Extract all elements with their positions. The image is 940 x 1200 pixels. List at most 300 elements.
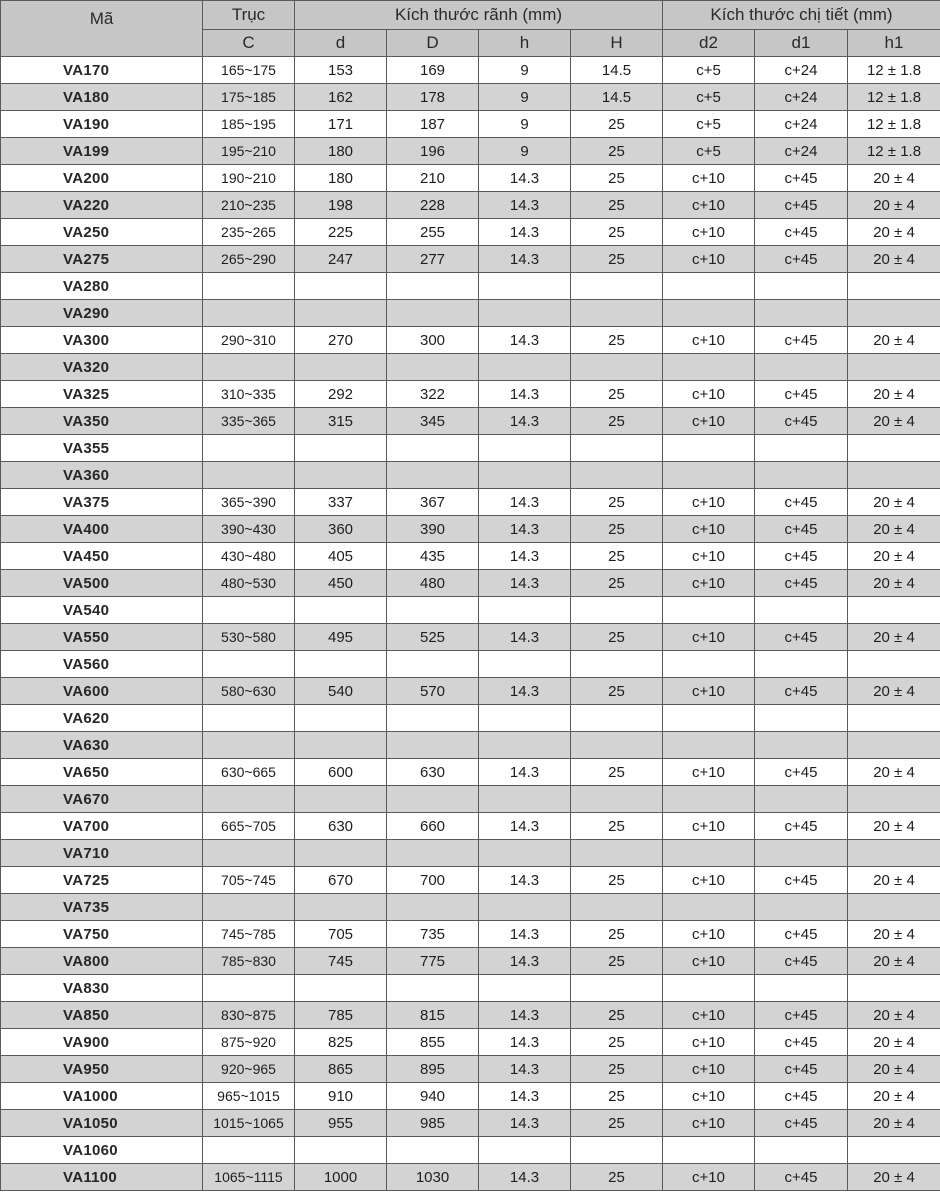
cell-D: 735	[387, 921, 479, 948]
cell-code: VA550	[1, 624, 203, 651]
cell-h1: 20 ± 4	[848, 1029, 940, 1056]
cell-H	[571, 705, 663, 732]
cell-D: 480	[387, 570, 479, 597]
cell-h1: 20 ± 4	[848, 165, 940, 192]
cell-shaft-c	[203, 705, 295, 732]
cell-code: VA950	[1, 1056, 203, 1083]
cell-d: 198	[295, 192, 387, 219]
table-row	[1, 1029, 940, 1056]
cell-d1: c+45	[755, 219, 848, 246]
cell-H	[571, 462, 663, 489]
cell-h1: 20 ± 4	[848, 192, 940, 219]
cell-shaft-c: 965~1015	[203, 1083, 295, 1110]
cell-d2: c+10	[663, 1083, 755, 1110]
cell-shaft-c	[203, 300, 295, 327]
cell-d1	[755, 705, 848, 732]
cell-h1	[848, 786, 940, 813]
cell-d: 670	[295, 867, 387, 894]
table-row	[1, 786, 940, 813]
cell-d	[295, 651, 387, 678]
cell-code: VA800	[1, 948, 203, 975]
cell-d: 180	[295, 138, 387, 165]
cell-D	[387, 1137, 479, 1164]
cell-d: 225	[295, 219, 387, 246]
cell-d2: c+10	[663, 192, 755, 219]
cell-H: 25	[571, 327, 663, 354]
cell-code: VA275	[1, 246, 203, 273]
cell-d	[295, 786, 387, 813]
cell-d	[295, 435, 387, 462]
cell-d	[295, 732, 387, 759]
cell-d2: c+10	[663, 1029, 755, 1056]
cell-h1	[848, 354, 940, 381]
table-row	[1, 408, 940, 435]
cell-d1: c+45	[755, 921, 848, 948]
cell-h	[479, 462, 571, 489]
cell-shaft-c	[203, 462, 295, 489]
cell-h	[479, 786, 571, 813]
cell-D	[387, 435, 479, 462]
cell-code: VA360	[1, 462, 203, 489]
cell-D: 570	[387, 678, 479, 705]
cell-d2: c+10	[663, 678, 755, 705]
header-group-detail: Kích thước chị tiết (mm)	[663, 1, 940, 30]
table-body	[1, 57, 940, 1191]
cell-d: 315	[295, 408, 387, 435]
cell-d1	[755, 840, 848, 867]
cell-shaft-c: 390~430	[203, 516, 295, 543]
table-row	[1, 165, 940, 192]
cell-H	[571, 597, 663, 624]
cell-H: 25	[571, 138, 663, 165]
cell-d: 540	[295, 678, 387, 705]
header-row-groups	[1, 1, 940, 30]
cell-D: 815	[387, 1002, 479, 1029]
cell-code: VA190	[1, 111, 203, 138]
cell-shaft-c: 785~830	[203, 948, 295, 975]
cell-h: 14.3	[479, 246, 571, 273]
cell-D: 300	[387, 327, 479, 354]
cell-d: 450	[295, 570, 387, 597]
cell-h: 14.3	[479, 813, 571, 840]
cell-D	[387, 597, 479, 624]
table-row	[1, 516, 940, 543]
cell-d1	[755, 435, 848, 462]
cell-shaft-c	[203, 597, 295, 624]
cell-h1: 20 ± 4	[848, 813, 940, 840]
cell-d2	[663, 651, 755, 678]
cell-shaft-c	[203, 975, 295, 1002]
cell-h: 14.3	[479, 516, 571, 543]
cell-h1: 12 ± 1.8	[848, 138, 940, 165]
cell-d2: c+10	[663, 327, 755, 354]
cell-D	[387, 732, 479, 759]
cell-h1: 20 ± 4	[848, 624, 940, 651]
cell-h: 14.3	[479, 408, 571, 435]
cell-H: 25	[571, 543, 663, 570]
cell-d1	[755, 462, 848, 489]
cell-d2	[663, 894, 755, 921]
cell-d2: c+5	[663, 57, 755, 84]
cell-shaft-c: 480~530	[203, 570, 295, 597]
cell-h1	[848, 705, 940, 732]
cell-h1	[848, 732, 940, 759]
cell-h	[479, 354, 571, 381]
cell-h: 14.3	[479, 489, 571, 516]
cell-code: VA725	[1, 867, 203, 894]
cell-h1: 20 ± 4	[848, 867, 940, 894]
cell-d1: c+45	[755, 246, 848, 273]
cell-h	[479, 273, 571, 300]
cell-h1: 20 ± 4	[848, 516, 940, 543]
header-col-c: C	[203, 30, 295, 57]
cell-shaft-c	[203, 840, 295, 867]
cell-code: VA199	[1, 138, 203, 165]
cell-shaft-c: 335~365	[203, 408, 295, 435]
cell-d2: c+10	[663, 516, 755, 543]
cell-d2: c+5	[663, 84, 755, 111]
cell-D: 187	[387, 111, 479, 138]
table-row	[1, 705, 940, 732]
cell-H: 25	[571, 408, 663, 435]
cell-d: 630	[295, 813, 387, 840]
cell-d: 247	[295, 246, 387, 273]
cell-d1	[755, 975, 848, 1002]
cell-h1	[848, 300, 940, 327]
table-row	[1, 354, 940, 381]
cell-shaft-c: 290~310	[203, 327, 295, 354]
cell-h: 14.3	[479, 1083, 571, 1110]
cell-shaft-c: 630~665	[203, 759, 295, 786]
cell-h1: 20 ± 4	[848, 543, 940, 570]
cell-d2	[663, 840, 755, 867]
header-group-groove: Kích thước rãnh (mm)	[295, 1, 663, 30]
cell-d: 785	[295, 1002, 387, 1029]
cell-d: 162	[295, 84, 387, 111]
cell-h: 14.3	[479, 165, 571, 192]
cell-h: 14.3	[479, 192, 571, 219]
cell-d: 360	[295, 516, 387, 543]
cell-d1: c+45	[755, 678, 848, 705]
cell-h1	[848, 597, 940, 624]
cell-code: VA375	[1, 489, 203, 516]
table-row	[1, 651, 940, 678]
cell-h1	[848, 273, 940, 300]
cell-h	[479, 300, 571, 327]
cell-d	[295, 462, 387, 489]
header-col-D: D	[387, 30, 479, 57]
cell-d2	[663, 975, 755, 1002]
table-row	[1, 921, 940, 948]
cell-shaft-c: 530~580	[203, 624, 295, 651]
cell-d1: c+45	[755, 327, 848, 354]
cell-h1: 12 ± 1.8	[848, 111, 940, 138]
cell-h1	[848, 435, 940, 462]
cell-h1: 20 ± 4	[848, 678, 940, 705]
table-row	[1, 813, 940, 840]
cell-code: VA325	[1, 381, 203, 408]
table-row	[1, 1137, 940, 1164]
cell-code: VA220	[1, 192, 203, 219]
table-row	[1, 867, 940, 894]
cell-h: 14.3	[479, 921, 571, 948]
table-row	[1, 543, 940, 570]
cell-d	[295, 975, 387, 1002]
cell-H: 25	[571, 489, 663, 516]
cell-code: VA630	[1, 732, 203, 759]
cell-h1	[848, 651, 940, 678]
header-col-d2: d2	[663, 30, 755, 57]
cell-d: 865	[295, 1056, 387, 1083]
cell-H: 25	[571, 678, 663, 705]
cell-h	[479, 732, 571, 759]
cell-D	[387, 975, 479, 1002]
table-row	[1, 300, 940, 327]
cell-H: 25	[571, 1164, 663, 1191]
table-row	[1, 273, 940, 300]
table-row	[1, 840, 940, 867]
cell-H: 25	[571, 219, 663, 246]
cell-d2: c+10	[663, 813, 755, 840]
cell-d2: c+5	[663, 138, 755, 165]
cell-h: 14.3	[479, 1164, 571, 1191]
cell-D: 525	[387, 624, 479, 651]
table-row	[1, 894, 940, 921]
cell-H: 25	[571, 1056, 663, 1083]
cell-d1: c+45	[755, 1110, 848, 1137]
cell-d2: c+10	[663, 381, 755, 408]
cell-H: 14.5	[571, 57, 663, 84]
cell-shaft-c	[203, 732, 295, 759]
table-row	[1, 1056, 940, 1083]
cell-shaft-c: 580~630	[203, 678, 295, 705]
table-row	[1, 1083, 940, 1110]
cell-code: VA1050	[1, 1110, 203, 1137]
cell-H: 25	[571, 813, 663, 840]
cell-code: VA540	[1, 597, 203, 624]
cell-h1	[848, 1137, 940, 1164]
cell-d2	[663, 705, 755, 732]
cell-d1: c+45	[755, 543, 848, 570]
cell-d1: c+24	[755, 57, 848, 84]
cell-shaft-c: 310~335	[203, 381, 295, 408]
cell-h	[479, 840, 571, 867]
table-row	[1, 192, 940, 219]
cell-code: VA670	[1, 786, 203, 813]
cell-D: 390	[387, 516, 479, 543]
cell-shaft-c: 830~875	[203, 1002, 295, 1029]
cell-d1	[755, 354, 848, 381]
cell-shaft-c: 175~185	[203, 84, 295, 111]
cell-d	[295, 597, 387, 624]
table-row	[1, 219, 940, 246]
cell-d1: c+45	[755, 1056, 848, 1083]
cell-D: 178	[387, 84, 479, 111]
cell-d2: c+10	[663, 948, 755, 975]
cell-d1: c+45	[755, 813, 848, 840]
cell-d2	[663, 1137, 755, 1164]
cell-h1: 20 ± 4	[848, 1164, 940, 1191]
cell-shaft-c	[203, 1137, 295, 1164]
cell-D	[387, 354, 479, 381]
cell-code: VA180	[1, 84, 203, 111]
cell-shaft-c: 190~210	[203, 165, 295, 192]
cell-H: 25	[571, 246, 663, 273]
cell-d: 180	[295, 165, 387, 192]
cell-code: VA200	[1, 165, 203, 192]
cell-d2	[663, 354, 755, 381]
header-col-h: h	[479, 30, 571, 57]
cell-h1	[848, 462, 940, 489]
cell-h1: 20 ± 4	[848, 219, 940, 246]
cell-d	[295, 273, 387, 300]
cell-h: 9	[479, 57, 571, 84]
cell-D	[387, 651, 479, 678]
cell-code: VA650	[1, 759, 203, 786]
cell-D: 855	[387, 1029, 479, 1056]
cell-d2: c+10	[663, 624, 755, 651]
cell-d: 910	[295, 1083, 387, 1110]
cell-shaft-c: 745~785	[203, 921, 295, 948]
table-row	[1, 570, 940, 597]
cell-d2	[663, 435, 755, 462]
cell-D	[387, 705, 479, 732]
cell-d1	[755, 597, 848, 624]
cell-d2: c+10	[663, 867, 755, 894]
cell-h1	[848, 975, 940, 1002]
cell-h1: 20 ± 4	[848, 489, 940, 516]
cell-H: 25	[571, 1083, 663, 1110]
cell-h	[479, 705, 571, 732]
cell-d2: c+10	[663, 408, 755, 435]
cell-h1: 20 ± 4	[848, 327, 940, 354]
cell-h1: 20 ± 4	[848, 246, 940, 273]
cell-H	[571, 273, 663, 300]
table-row	[1, 678, 940, 705]
cell-h1	[848, 894, 940, 921]
cell-code: VA300	[1, 327, 203, 354]
cell-shaft-c: 265~290	[203, 246, 295, 273]
cell-H	[571, 786, 663, 813]
cell-d2: c+10	[663, 219, 755, 246]
table-row	[1, 624, 940, 651]
cell-D: 940	[387, 1083, 479, 1110]
cell-shaft-c	[203, 435, 295, 462]
cell-code: VA700	[1, 813, 203, 840]
cell-D: 255	[387, 219, 479, 246]
cell-shaft-c: 185~195	[203, 111, 295, 138]
cell-d1: c+24	[755, 138, 848, 165]
cell-d: 705	[295, 921, 387, 948]
cell-H: 25	[571, 570, 663, 597]
cell-h1	[848, 840, 940, 867]
cell-d2	[663, 462, 755, 489]
cell-d2: c+10	[663, 1002, 755, 1029]
cell-H: 25	[571, 948, 663, 975]
table-row	[1, 597, 940, 624]
cell-D: 435	[387, 543, 479, 570]
table-row	[1, 435, 940, 462]
cell-shaft-c	[203, 273, 295, 300]
table-row	[1, 57, 940, 84]
table-header	[1, 1, 940, 57]
cell-D	[387, 300, 479, 327]
cell-d1: c+24	[755, 111, 848, 138]
cell-shaft-c: 920~965	[203, 1056, 295, 1083]
cell-d1	[755, 894, 848, 921]
cell-shaft-c	[203, 354, 295, 381]
cell-d	[295, 894, 387, 921]
cell-h1: 12 ± 1.8	[848, 84, 940, 111]
cell-code: VA170	[1, 57, 203, 84]
header-col-H: H	[571, 30, 663, 57]
cell-code: VA1100	[1, 1164, 203, 1191]
cell-h	[479, 975, 571, 1002]
cell-H: 14.5	[571, 84, 663, 111]
cell-code: VA620	[1, 705, 203, 732]
cell-d: 270	[295, 327, 387, 354]
table-row	[1, 381, 940, 408]
cell-D: 277	[387, 246, 479, 273]
cell-h: 14.3	[479, 1029, 571, 1056]
cell-d1: c+45	[755, 489, 848, 516]
cell-d2: c+10	[663, 1110, 755, 1137]
cell-shaft-c	[203, 786, 295, 813]
cell-code: VA1000	[1, 1083, 203, 1110]
cell-d2	[663, 300, 755, 327]
cell-d	[295, 354, 387, 381]
cell-d2: c+5	[663, 111, 755, 138]
table-row	[1, 948, 940, 975]
cell-d: 745	[295, 948, 387, 975]
cell-H: 25	[571, 1029, 663, 1056]
cell-D: 322	[387, 381, 479, 408]
cell-d: 171	[295, 111, 387, 138]
header-col-d1: d1	[755, 30, 848, 57]
table-row	[1, 246, 940, 273]
cell-shaft-c: 365~390	[203, 489, 295, 516]
cell-d1	[755, 786, 848, 813]
cell-h1: 20 ± 4	[848, 1110, 940, 1137]
cell-code: VA250	[1, 219, 203, 246]
cell-d	[295, 300, 387, 327]
cell-H	[571, 300, 663, 327]
cell-shaft-c	[203, 651, 295, 678]
cell-D: 169	[387, 57, 479, 84]
cell-h1: 20 ± 4	[848, 1083, 940, 1110]
cell-d2	[663, 732, 755, 759]
cell-h	[479, 1137, 571, 1164]
cell-D: 700	[387, 867, 479, 894]
header-group-shaft: Trục	[203, 1, 295, 30]
cell-h: 14.3	[479, 381, 571, 408]
cell-D: 210	[387, 165, 479, 192]
table-row	[1, 462, 940, 489]
cell-h1: 20 ± 4	[848, 408, 940, 435]
cell-H	[571, 732, 663, 759]
cell-d1: c+45	[755, 759, 848, 786]
cell-code: VA400	[1, 516, 203, 543]
table-row	[1, 489, 940, 516]
cell-d1: c+45	[755, 1002, 848, 1029]
cell-h: 14.3	[479, 543, 571, 570]
cell-H: 25	[571, 192, 663, 219]
cell-D: 196	[387, 138, 479, 165]
cell-shaft-c: 195~210	[203, 138, 295, 165]
cell-h	[479, 894, 571, 921]
table-row	[1, 975, 940, 1002]
cell-D: 775	[387, 948, 479, 975]
